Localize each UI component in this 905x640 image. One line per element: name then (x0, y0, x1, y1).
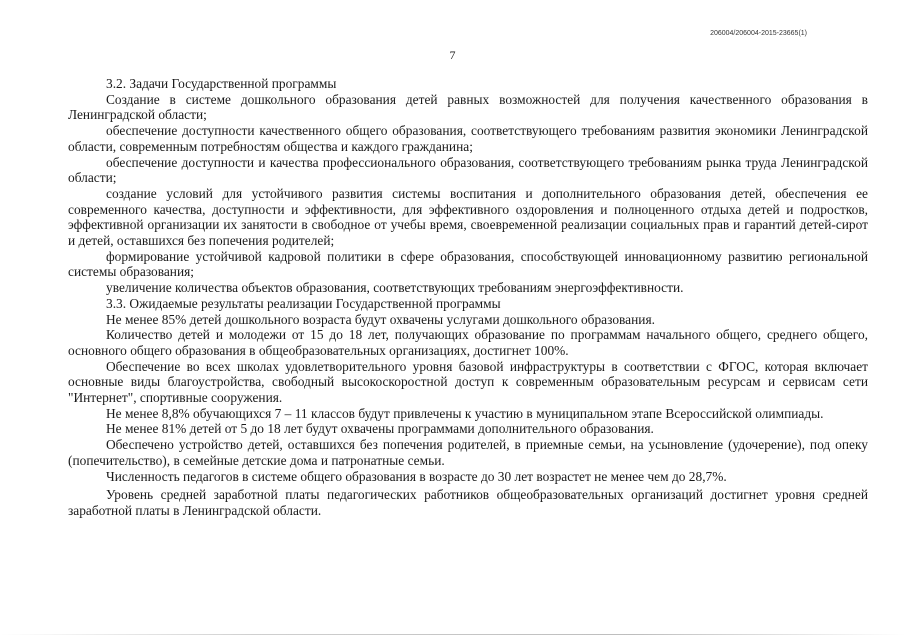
paragraph: обеспечение доступности и качества профессионального образования, соответствующего требованиям рынка труда Ленинградской области; (68, 154, 868, 186)
paragraph: обеспечение доступности качественного общего образования, соответствующего требованиям развития экономики Ленинградской области, современным потребностям общества и каждого гражданина; (68, 123, 868, 154)
paragraph: Уровень средней заработной платы педагогических работников общеобразовательных организаций достигнет уровня средней заработной платы в Ленинградской области. (68, 487, 868, 518)
section-heading-3-3: 3.3. Ожидаемые результаты реализации Государственной программы (106, 295, 501, 311)
scan-edge-line (0, 634, 905, 635)
paragraph: увеличение количества объектов образования, соответствующих требованиям энергоэффективности. (106, 280, 684, 296)
paragraph: создание условий для устойчивого развития системы воспитания и дополнительного образования детей, обеспечения ее современного качества, доступности и эффективности, для эффективного оздоровления и полноценного отдыха детей и подростков, эффективной организации их занятости в свободное от учебы время, своевременной реализации социальных прав и гарантий детей-сирот и детей, оставшихся без попечения родителей; (68, 185, 868, 249)
paragraph: Численность педагогов в системе общего образования в возрасте до 30 лет возрастет не менее чем до 28,7%. (106, 468, 727, 484)
paragraph: формирование устойчивой кадровой политики в сфере образования, способствующей инновационному развитию региональной системы образования; (68, 248, 868, 280)
paragraph: Не менее 85% детей дошкольного возраста будут охвачены услугами дошкольного образования. (106, 311, 655, 327)
section-heading-3-2: 3.2. Задачи Государственной программы (106, 76, 337, 91)
paragraph: Не менее 8,8% обучающихся 7 – 11 классов будут привлечены к участию в муниципальном этапе Всероссийской олимпиады. (106, 405, 824, 421)
paragraph: Обеспечено устройство детей, оставшихся без попечения родителей, в приемные семьи, на усыновление (удочерение), под опеку (попечительство), в семейные детские дома и патронатные семьи. (68, 437, 868, 468)
paragraph: Создание в системе дошкольного образования детей равных возможностей для получения качественного образования в Ленинградской области; (68, 91, 868, 123)
paragraph: Не менее 81% детей от 5 до 18 лет будут охвачены программами дополнительного образования. (106, 421, 654, 437)
document-body (68, 76, 868, 519)
document-id: 206004/206004-2015-23665(1) (710, 30, 807, 37)
paragraph: Количество детей и молодежи от 15 до 18 лет, получающих образование по программам начального общего, среднего общего, основного общего образования в общеобразовательных организациях, достигнет 100%. (68, 327, 868, 358)
page-number: 7 (449, 48, 456, 62)
paragraph: Обеспечение во всех школах удовлетворительного уровня базовой инфраструктуры в соответствии с ФГОС, которая включает основные виды благоустройства, свободный высокоскоростной доступ к современным образовательным ресурсам и сервисам сети "Интернет", спортивные сооружения. (68, 358, 868, 406)
